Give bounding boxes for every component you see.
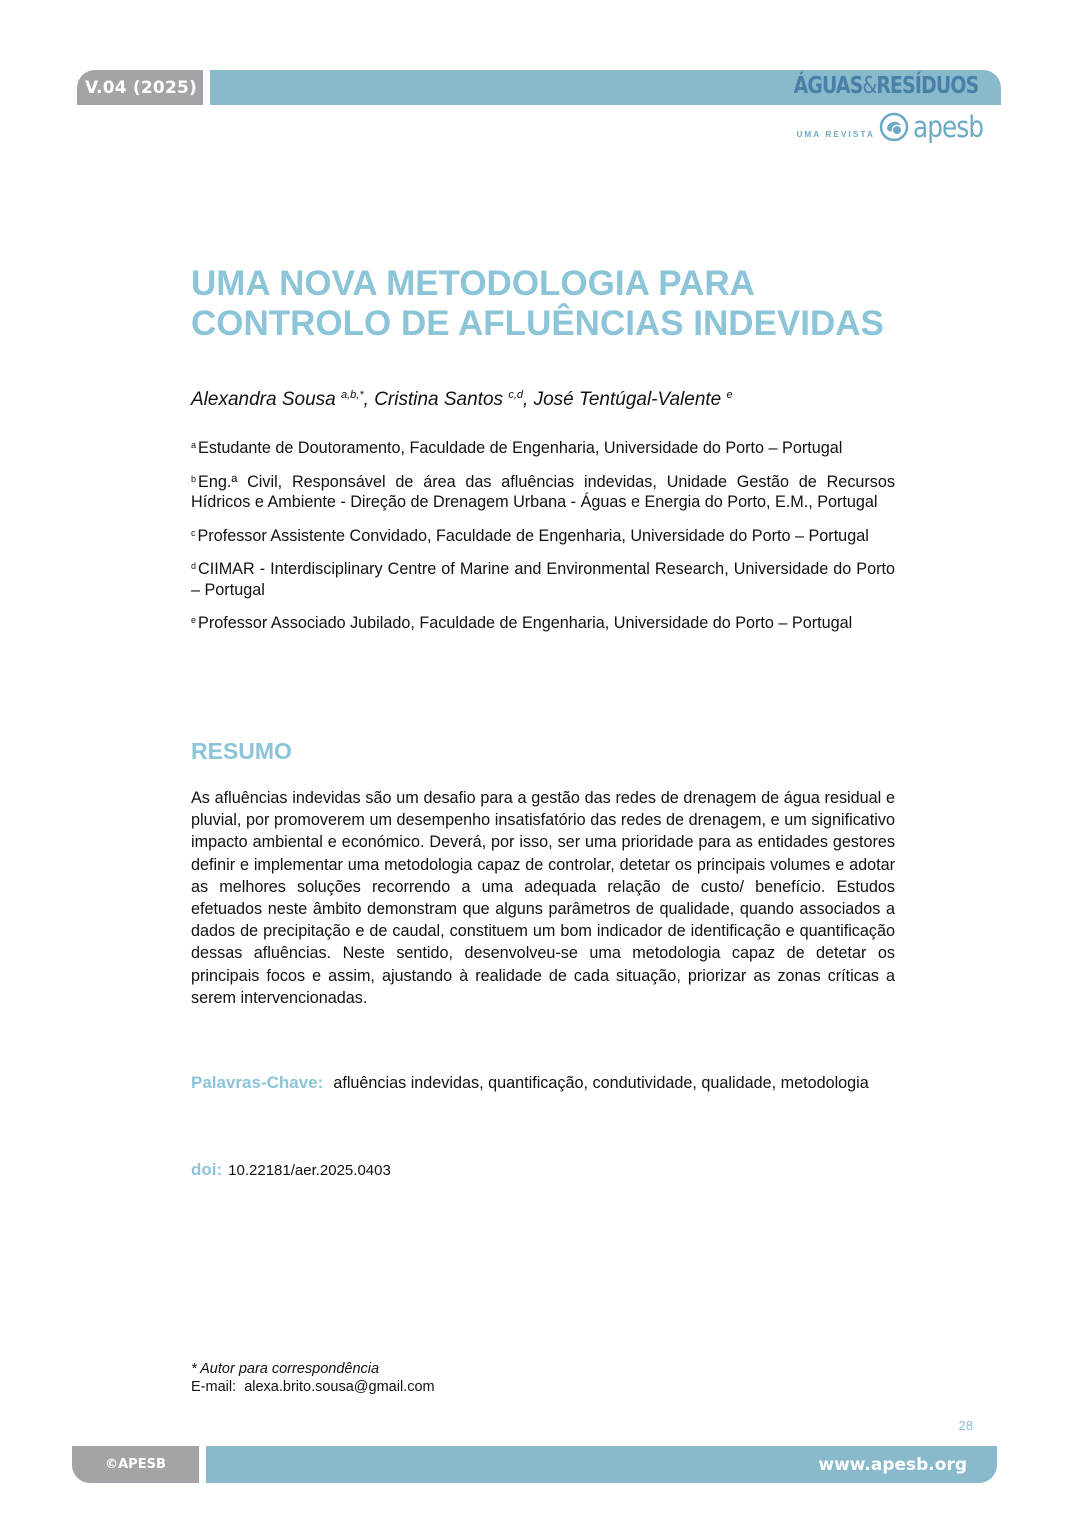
page-number: 28 (958, 1418, 973, 1433)
author-name: Cristina Santos (374, 389, 504, 410)
affiliation-text: Estudante de Doutoramento, Faculdade de Engenharia, Universidade do Porto – Portugal (198, 439, 843, 457)
footer-band (206, 1446, 997, 1483)
author-affil-marks: a,b,* (341, 389, 364, 401)
affiliation-text: Professor Associado Jubilado, Faculdade de Engenharia, Universidade do Porto – Portugal (198, 614, 853, 632)
volume-label: V.04 (2025) (84, 77, 197, 98)
affiliation-mark: c (191, 527, 196, 538)
author-name: Alexandra Sousa (191, 389, 336, 410)
keywords-label: Palavras-Chave: (191, 1073, 324, 1092)
email-label: E-mail: (191, 1379, 237, 1395)
affiliation-item (191, 610, 895, 634)
author-affil-marks: c,d (508, 389, 524, 401)
doi-label: doi: (191, 1160, 223, 1179)
author-name: José Tentúgal-Valente (533, 389, 722, 410)
author-separator: , (363, 389, 375, 410)
website-link[interactable]: www.apesb.org (818, 1454, 967, 1475)
brand-part1: ÁGUAS (793, 73, 863, 99)
publisher-logo (796, 110, 984, 144)
affiliation-text: Eng.ª Civil, Responsável de área das afluências indevidas, Unidade Gestão de Recursos Hídricos e Ambiente - Direção de Drenagem Urbana - Águas e Energia do Porto, E.M., Portugal (191, 472, 895, 511)
doi-line (191, 1160, 391, 1180)
abstract-heading: RESUMO (191, 738, 292, 764)
affiliation-mark: e (191, 615, 197, 625)
copyright-tab (72, 1446, 199, 1483)
apesb-swirl-icon (879, 112, 909, 142)
title-line-1: UMA NOVA METODOLOGIA PARA (191, 264, 755, 303)
affiliation-text: CIIMAR - Interdisciplinary Centre of Marine and Environmental Research, Universidade do Porto – Portugal (191, 560, 895, 599)
email-address[interactable]: alexa.brito.sousa@gmail.com (244, 1379, 435, 1395)
affiliation-item (191, 556, 895, 600)
affiliation-text: Professor Assistente Convidado, Faculdade de Engenharia, Universidade do Porto – Portugal (197, 526, 869, 545)
revista-label: UMA REVISTA (796, 129, 875, 139)
keywords (191, 1072, 895, 1095)
author-list (191, 389, 733, 411)
article-title (191, 264, 951, 344)
corresponding-author-label: * Autor para correspondência (191, 1361, 380, 1377)
apesb-wordmark: apesb (913, 110, 984, 144)
affiliation-mark: b (191, 473, 197, 484)
author-affil-marks: e (726, 389, 733, 401)
affiliation-item (191, 469, 895, 513)
abstract-text: As afluências indevidas são um desafio para a gestão das redes de drenagem de água residual e pluvial, por promoverem um desempenho insatisfatório das redes de drenagem, e um significativo impacto ambiental e económico. Deverá, por isso, ser uma prioridade para as entidades gestores definir e implementar uma metodologia capaz de controlar, detetar os principais volumes e adotar as melhores soluções recorrendo a uma adequada relação de custo/ benefício. Estudos efetuados neste âmbito demonstram que alguns parâmetros de qualidade, quando associados a dados de precipitação e de caudal, constituem um bom indicador de identificação e quantificação dessas afluências. Neste sentido, desenvolveu-se uma metodologia capaz de detetar os principais focos e assim, ajustando à realidade de cada situação, priorizar as zonas críticas a serem intervencionadas. (191, 789, 895, 1007)
affiliation-list (191, 435, 895, 644)
keywords-text: afluências indevidas, quantificação, condutividade, qualidade, metodologia (333, 1074, 869, 1092)
doi-value[interactable]: 10.22181/aer.2025.0403 (228, 1162, 391, 1179)
affiliation-item (191, 435, 895, 459)
volume-tab (77, 70, 203, 105)
copyright-label: ©APESB (105, 1457, 166, 1472)
author-separator: , (523, 389, 534, 410)
brand-part2: RESÍDUOS (875, 73, 978, 99)
email-line (191, 1378, 435, 1396)
journal-brand (793, 73, 978, 99)
title-line-2: CONTROLO DE AFLUÊNCIAS INDEVIDAS (191, 304, 884, 343)
affiliation-mark: d (191, 561, 197, 571)
correspondence-note (191, 1360, 435, 1396)
brand-ampersand: & (862, 73, 876, 99)
affiliation-mark: a (191, 440, 197, 450)
affiliation-item (191, 523, 895, 547)
